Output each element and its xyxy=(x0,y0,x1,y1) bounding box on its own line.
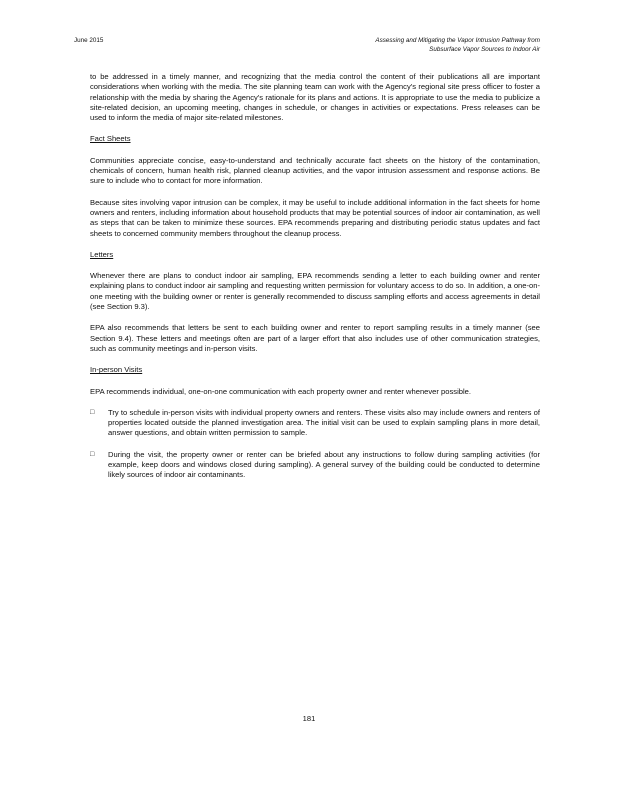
header-title-line1: Assessing and Mitigating the Vapor Intrusion Pathway from xyxy=(375,37,540,44)
header-title-line2: Subsurface Vapor Sources to Indoor Air xyxy=(429,46,540,53)
fact-sheets-paragraph-2: Because sites involving vapor intrusion can be complex, it may be useful to include additional information in the fact sheets for home owners and renters, including information about household products that may be potential sources of indoor air contamination, as well as steps that can be taken to minimize these sources. EPA recommends preparing and distributing periodic status updates and fact sheets to concerned community members throughout the cleanup process. xyxy=(90,197,540,238)
list-item xyxy=(90,450,540,481)
in-person-visits-heading: In-person Visits xyxy=(90,365,143,375)
fact-sheets-heading: Fact Sheets xyxy=(90,134,131,144)
intro-paragraph: to be addressed in a timely manner, and recognizing that the media control the content of their publications all are important considerations when working with the media. The site planning team can work with the Agency's regional site press officer to foster a relationship with the media by sharing the Agency's rationale for its plans and actions. It is appropriate to use the media to publicize a site-related decision, an upcoming meeting, changes in schedule, or changes in activities or expectations. Press releases can be used to inform the media of major site-related milestones. xyxy=(90,72,540,123)
header-date: June 2015 xyxy=(74,37,104,44)
letters-paragraph-2: EPA also recommends that letters be sent to each building owner and renter to report sampling results in a timely manner (see Section 9.4). These letters and meetings often are part of a larger effort that also includes use of other communication strategies, such as community meetings and in-person visits. xyxy=(90,323,540,353)
letters-paragraph-1: Whenever there are plans to conduct indoor air sampling, EPA recommends sending a letter to each building owner and renter explaining plans to conduct indoor air sampling and requesting written permission for voluntary access to do so. In addition, a one-on-one meeting with the building owner or renter is generally recommended to discuss sampling efforts and access agreements in detail (see Section 9.3). xyxy=(90,271,540,312)
bullet-box-icon: □ xyxy=(90,450,95,458)
document-body xyxy=(90,72,540,492)
letters-heading: Letters xyxy=(90,249,114,259)
bullet-text: During the visit, the property owner or renter can be briefed about any instructions to follow during sampling activities (for example, keep doors and windows closed during sampling). A general survey of the building could be conducted to determine likely sources of indoor air contaminants. xyxy=(108,449,540,480)
header-title xyxy=(375,36,540,54)
bullet-box-icon: □ xyxy=(90,408,95,416)
page-number: 181 xyxy=(302,714,316,723)
bullet-list xyxy=(90,408,540,481)
in-person-visits-paragraph: EPA recommends individual, one-on-one communication with each property owner and renter whenever possible. xyxy=(90,386,472,396)
bullet-text: Try to schedule in-person visits with individual property owners and renters. These visits also may include owners and renters of properties located outside the planned investigation area. The initial visit can be used to explain sampling plans in more detail, answer questions, and obtain written permission to sample. xyxy=(108,407,540,438)
fact-sheets-paragraph-1: Communities appreciate concise, easy-to-understand and technically accurate fact sheets on the history of the contamination, chemicals of concern, human health risk, planned cleanup activities, and the vapor intrusion assessment and response actions. Be sure to include who to contact for more information. xyxy=(90,155,540,186)
list-item xyxy=(90,408,540,439)
